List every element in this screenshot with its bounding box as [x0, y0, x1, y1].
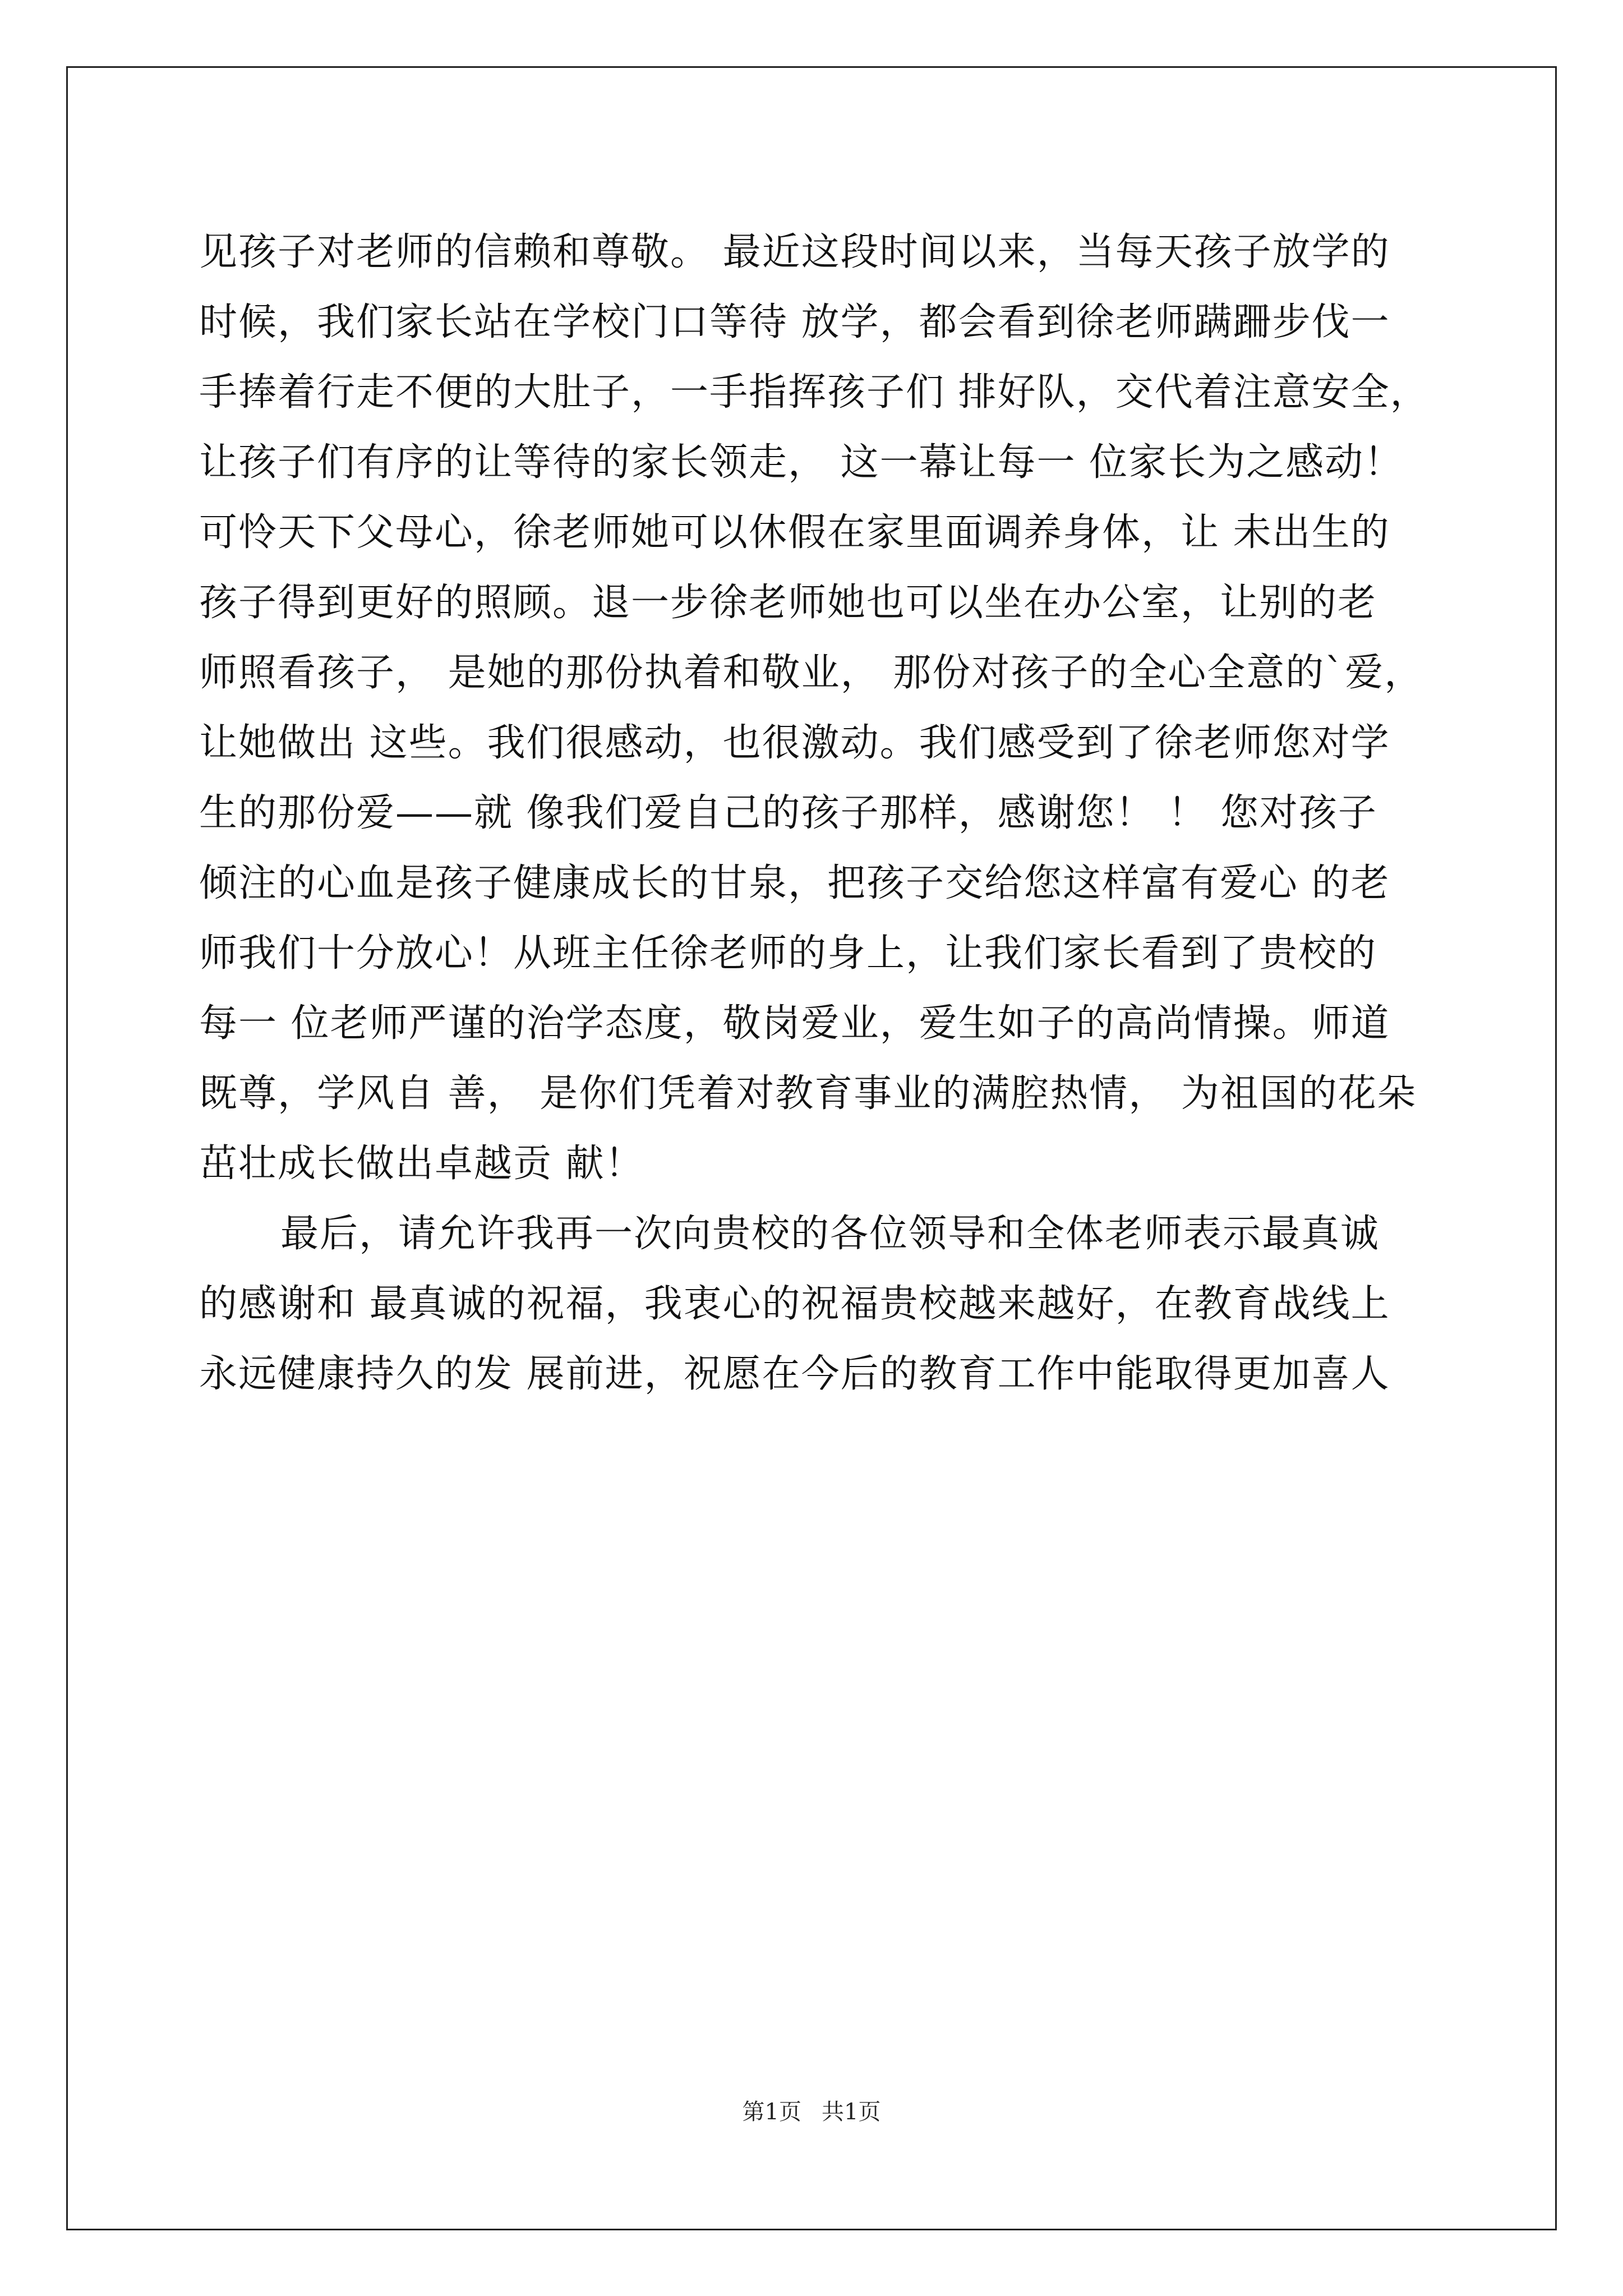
page-number-total: 共1页 [822, 2099, 881, 2125]
text-line: 倾注的心血是孩子健康成长的甘泉，把孩子交给您这样富有爱心 的老 [199, 861, 1390, 905]
page-number-current: 第1页 [742, 2099, 801, 2125]
text-line: 让她做出 这些。我们很感动，也很激动。我们感受到了徐老师您对学 [199, 721, 1390, 765]
text-line: 见孩子对老师的信赖和尊敬。 最近这段时间以来，当每天孩子放学的 [199, 230, 1390, 274]
text-line: 既尊，学风自 善， 是你们凭着对教育事业的满腔热情， 为祖国的花朵 [199, 1071, 1417, 1116]
text-line: 可怜天下父母心，徐老师她可以休假在家里面调养身体，让 未出生的 [199, 510, 1390, 555]
page-footer [0, 2098, 1623, 2126]
text-line: 的感谢和 最真诚的祝福，我衷心的祝福贵校越来越好，在教育战线上 [199, 1282, 1390, 1326]
text-line: 手捧着行走不便的大肚子，一手指挥孩子们 排好队，交代着注意安全， [199, 370, 1430, 415]
text-line-indented: 最后，请允许我再一次向贵校的各位领导和全体老师表示最真诚 [280, 1212, 1380, 1256]
text-line: 每一 位老师严谨的治学态度，敬岗爱业，爱生如子的高尚情操。师道 [199, 1001, 1390, 1046]
text-line: 时候，我们家长站在学校门口等待 放学，都会看到徐老师蹒跚步伐一 [199, 300, 1390, 344]
text-line: 茁壮成长做出卓越贡 献！ [199, 1142, 644, 1186]
text-line: 师我们十分放心！从班主任徐老师的身上，让我们家长看到了贵校的 [199, 931, 1377, 976]
text-line: 师照看孩子， 是她的那份执着和敬业， 那份对孩子的全心全意的`爱， [199, 651, 1424, 695]
text-line: 永远健康持久的发 展前进，祝愿在今后的教育工作中能取得更加喜人 [199, 1352, 1390, 1396]
text-line: 孩子得到更好的照顾。退一步徐老师她也可以坐在办公室，让别的老 [199, 581, 1377, 625]
text-line: 生的那份爱——就 像我们爱自己的孩子那样，感谢您！ ！ 您对孩子 [199, 791, 1377, 835]
text-line: 让孩子们有序的让等待的家长领走， 这一幕让每一 位家长为之感动！ [199, 440, 1404, 485]
